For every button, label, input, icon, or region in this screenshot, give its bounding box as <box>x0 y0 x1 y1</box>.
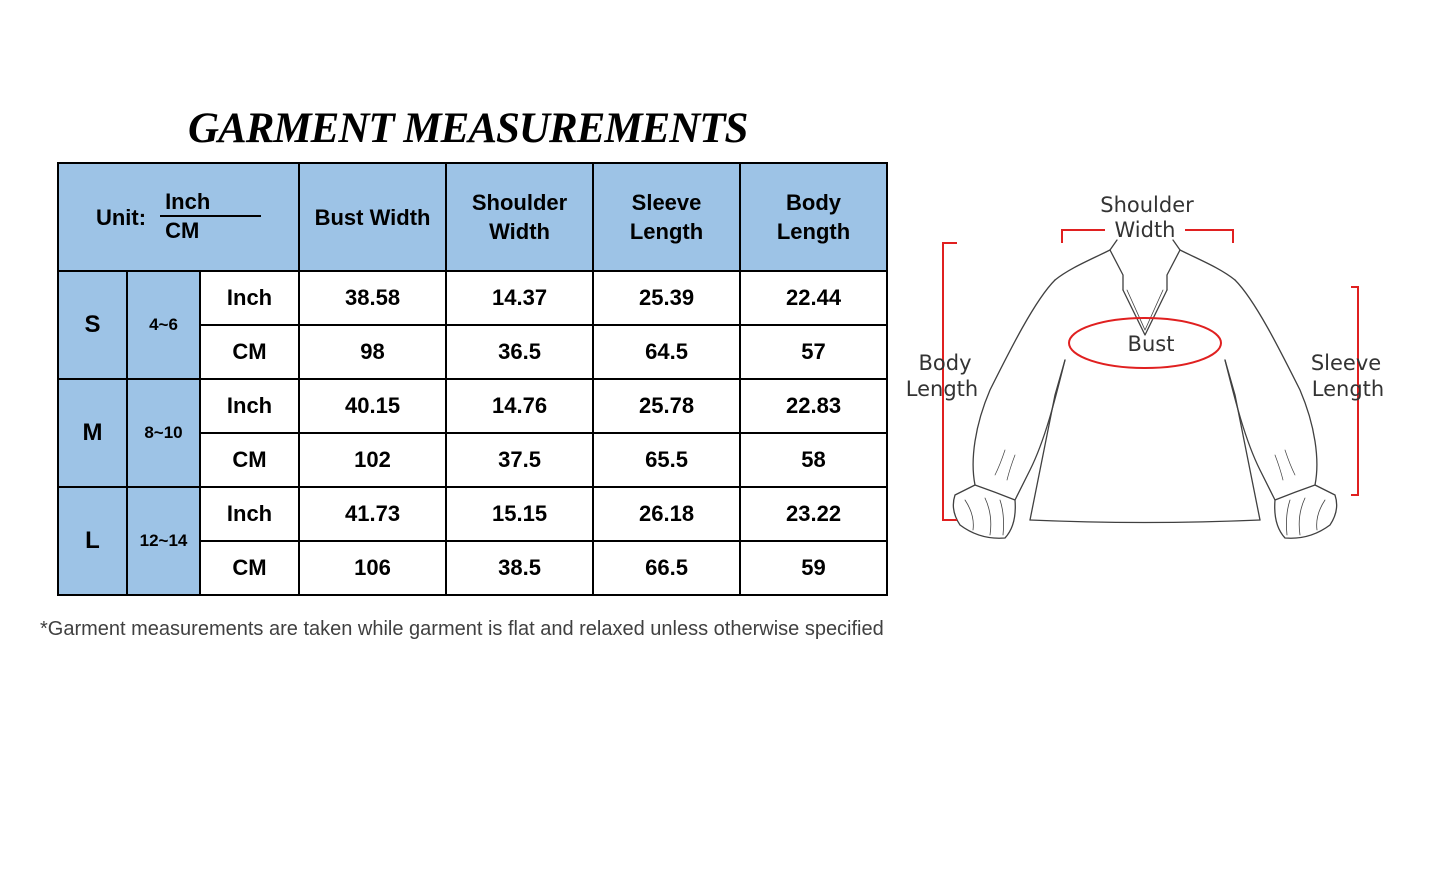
page-title: GARMENT MEASUREMENTS <box>188 105 748 152</box>
sleeve-length-label-line1: Sleeve <box>1310 351 1382 375</box>
body-length-label-line1: Body <box>918 351 972 375</box>
unit-cell: Inch <box>200 379 299 433</box>
body-cell: 22.83 <box>740 379 887 433</box>
shoulder-label-line2: Width <box>1114 218 1176 242</box>
table-row <box>58 379 887 433</box>
table-row <box>58 487 887 541</box>
shoulder-label-line1: Shoulder <box>1100 193 1194 217</box>
body-cell: 59 <box>740 541 887 595</box>
footnote: *Garment measurements are taken while garment is flat and relaxed unless otherwise specified <box>40 618 884 640</box>
bust-cell: 106 <box>299 541 446 595</box>
unit-header-cell <box>58 163 299 271</box>
size-range-l: 12~14 <box>127 487 200 595</box>
garment-diagram <box>895 180 1415 560</box>
sleeve-length-label-line2: Length <box>1311 377 1385 401</box>
header-shoulder-width: Shoulder Width <box>446 163 593 271</box>
size-chart-table <box>57 162 888 596</box>
body-length-label-line2: Length <box>905 377 979 401</box>
shoulder-cell: 37.5 <box>446 433 593 487</box>
sleeve-cell: 66.5 <box>593 541 740 595</box>
bust-cell: 38.58 <box>299 271 446 325</box>
sleeve-cell: 26.18 <box>593 487 740 541</box>
shoulder-cell: 14.76 <box>446 379 593 433</box>
header-bust-width: Bust Width <box>299 163 446 271</box>
unit-cell: Inch <box>200 271 299 325</box>
unit-cell: CM <box>200 325 299 379</box>
size-letter-s: S <box>58 271 127 379</box>
size-letter-m: M <box>58 379 127 487</box>
bust-cell: 102 <box>299 433 446 487</box>
sleeve-cell: 64.5 <box>593 325 740 379</box>
unit-cm-label: CM <box>165 218 200 243</box>
sleeve-cell: 25.78 <box>593 379 740 433</box>
shoulder-cell: 14.37 <box>446 271 593 325</box>
unit-label: Unit: <box>95 204 147 230</box>
bust-cell: 98 <box>299 325 446 379</box>
size-letter-l: L <box>58 487 127 595</box>
unit-inch-label: Inch <box>160 189 261 217</box>
blouse-outline <box>953 240 1336 538</box>
diagram-labels <box>906 193 1384 401</box>
shoulder-cell: 36.5 <box>446 325 593 379</box>
bust-label: Bust <box>1127 332 1175 356</box>
table-header-row <box>58 163 887 271</box>
header-body-length: Body Length <box>740 163 887 271</box>
body-cell: 23.22 <box>740 487 887 541</box>
shoulder-cell: 38.5 <box>446 541 593 595</box>
sleeve-cell: 25.39 <box>593 271 740 325</box>
bust-cell: 41.73 <box>299 487 446 541</box>
bust-cell: 40.15 <box>299 379 446 433</box>
size-range-s: 4~6 <box>127 271 200 379</box>
unit-cell: Inch <box>200 487 299 541</box>
shoulder-cell: 15.15 <box>446 487 593 541</box>
table-row <box>58 271 887 325</box>
header-sleeve-length: Sleeve Length <box>593 163 740 271</box>
body-cell: 57 <box>740 325 887 379</box>
unit-cell: CM <box>200 433 299 487</box>
sleeve-cell: 65.5 <box>593 433 740 487</box>
measure-lines <box>943 230 1358 520</box>
size-range-m: 8~10 <box>127 379 200 487</box>
body-cell: 58 <box>740 433 887 487</box>
unit-cell: CM <box>200 541 299 595</box>
body-cell: 22.44 <box>740 271 887 325</box>
